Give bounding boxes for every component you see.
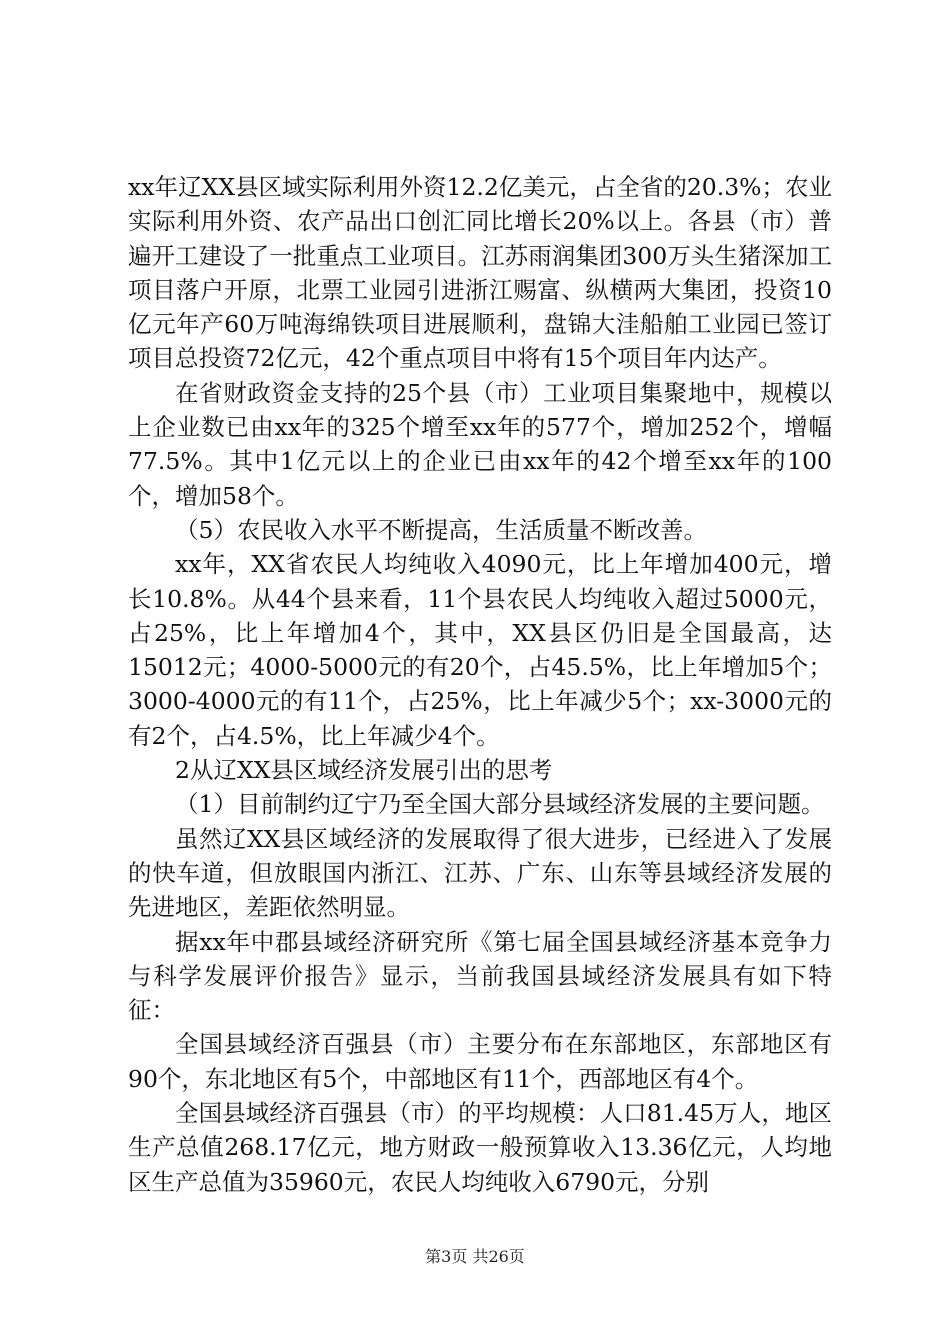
section-heading-main-problems: （1）目前制约辽宁乃至全国大部分县域经济发展的主要问题。 xyxy=(175,790,825,819)
paragraph-report-citation: 据xx年中郡县域经济研究所《第七届全国县域经济基本竞争力与科学发展评价报告》显示，当前我国县域经济发展具有如下特征： xyxy=(128,927,832,1025)
paragraph-top100-scale: 全国县域经济百强县（市）的平均规模：人口81.45万人，地区生产总值268.17亿元，地方财政一般预算收入13.36亿元，人均地区生产总值为35960元，农民人均纯收入6790元，分别 xyxy=(128,1099,832,1196)
paragraph-farmer-income: xx年，XX省农民人均纯收入4090元，比上年增加400元，增长10.8%。从44个县来看，11个县农民人均纯收入超过5000元，占25%，比上年增加4个，其中，XX县区仍旧是全国最高，达15012元；4000-5000元的有20个，占45.5%，比上年增加5个；3000-4000元的有11个，占25%，比上年减少5个；xx-3000元的有2个，占4.5%，比上年减少4个。 xyxy=(128,550,832,750)
document-body xyxy=(128,170,832,1199)
paragraph-industrial-clusters: 在省财政资金支持的25个县（市）工业项目集聚地中，规模以上企业数已由xx年的325个增至xx年的577个，增加252个，增幅77.5%。其中1亿元以上的企业已由xx年的42个增至xx年的100个，增加58个。 xyxy=(128,378,832,510)
page-number-footer: 第3页 共26页 xyxy=(425,1247,525,1266)
paragraph-foreign-investment: xx年辽XX县区域实际利用外资12.2亿美元，占全省的20.3%；农业实际利用外资、农产品出口创汇同比增长20%以上。各县（市）普遍开工建设了一批重点工业项目。江苏雨润集团300万头生猪深加工项目落户开原，北票工业园引进浙江赐富、纵横两大集团，投资10亿元年产60万吨海绵铁项目进展顺利，盘锦大洼船舶工业园已签订项目总投资72亿元，42个重点项目中将有15个项目年内达产。 xyxy=(128,173,832,373)
section-heading-reflections: 2从辽XX县区域经济发展引出的思考 xyxy=(175,756,553,785)
paragraph-top100-distribution: 全国县域经济百强县（市）主要分布在东部地区，东部地区有90个，东北地区有5个，中部地区有11个，西部地区有4个。 xyxy=(128,1030,832,1093)
paragraph-progress-gap: 虽然辽XX县区域经济的发展取得了很大进步，已经进入了发展的快车道，但放眼国内浙江、江苏、广东、山东等县域经济发展的先进地区，差距依然明显。 xyxy=(128,824,832,922)
section-heading-farmer-income: （5）农民收入水平不断提高，生活质量不断改善。 xyxy=(175,515,707,544)
